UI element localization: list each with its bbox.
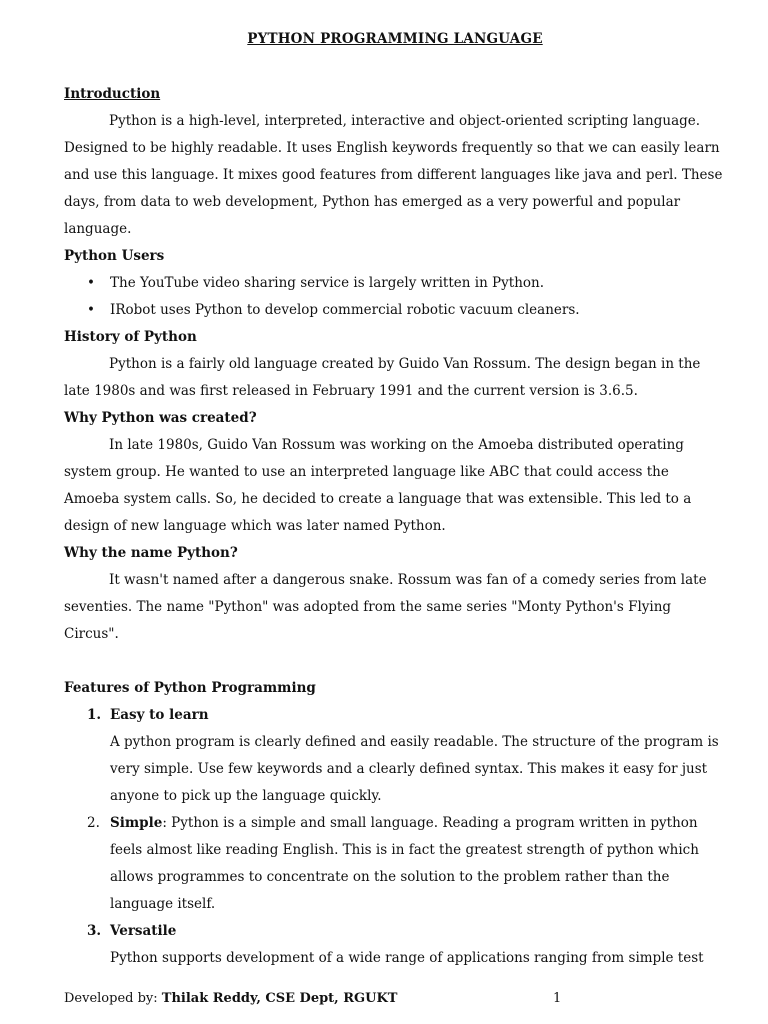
feature-number: 1. [87,707,102,723]
python-users-heading: Python Users [64,248,165,264]
features-heading: Features of Python Programming [64,680,316,696]
feature-title: Easy to learn [110,707,209,723]
feature-title: Versatile [110,923,177,939]
feature-number: 2. [87,815,100,831]
feature-number: 3. [87,923,102,939]
list-item [64,270,728,297]
why-created-heading: Why Python was created? [64,410,257,426]
document-title: PYTHON PROGRAMMING LANGUAGE [247,31,543,47]
bullet-icon: • [87,302,95,318]
feature-body: Python is a simple and small language. Reading a program written in python feels almost like reading English. This is in fact the greatest strength of python which allows programmes to concentrate on the solution to the problem rather than the language itself. [110,815,699,912]
list-item [64,297,728,324]
feature-body: A python program is clearly defined and easily readable. The structure of the program is very simple. Use few keywords and a clearly defined syntax. This makes it easy for just anyone to pick up the language quickly. [110,734,719,804]
feature-paragraph [110,810,728,918]
feature-body: Python supports development of a wide range of applications ranging from simple test [110,950,704,966]
section-spacer [64,648,728,675]
introduction-body: Python is a high-level, interpreted, interactive and object-oriented scripting language. Designed to be highly readable. It uses English keywords frequently so that we can easily learn and use this language. It mixes good features from different languages like java and perl. These days, from data to web development, Python has emerged as a very powerful and popular language. [64,113,723,237]
bullet-icon: • [87,275,95,291]
footer-author: Thilak Reddy, CSE Dept, RGUKT [161,991,398,1006]
page-footer [64,989,564,1009]
footer-label: Developed by: [64,991,162,1006]
list-item-text: The YouTube video sharing service is largely written in Python. [110,275,545,291]
introduction-heading: Introduction [64,86,161,102]
document-content [64,81,728,972]
feature-separator: : [162,815,167,831]
feature-item [64,810,728,918]
history-body: Python is a fairly old language created by Guido Van Rossum. The design began in the late 1980s and was first released in February 1991 and the current version is 3.6.5. [64,356,701,399]
feature-item [64,702,728,810]
page-number: 1 [553,991,562,1006]
list-item-text: IRobot uses Python to develop commercial robotic vacuum cleaners. [110,302,580,318]
why-created-body: In late 1980s, Guido Van Rossum was working on the Amoeba distributed operating system group. He wanted to use an interpreted language like ABC that could access the Amoeba system calls. So, he decided to create a language that was extensible. This led to a design of new language which was later named Python. [64,437,692,534]
python-users-list [64,270,728,324]
history-heading: History of Python [64,329,197,345]
why-name-heading: Why the name Python? [64,545,238,561]
feature-item [64,918,728,972]
feature-title: Simple [110,815,163,831]
why-name-body: It wasn't named after a dangerous snake. Rossum was fan of a comedy series from late seventies. The name "Python" was adopted from the same series "Monty Python's Flying Circus". [64,572,707,642]
features-list [64,702,728,972]
